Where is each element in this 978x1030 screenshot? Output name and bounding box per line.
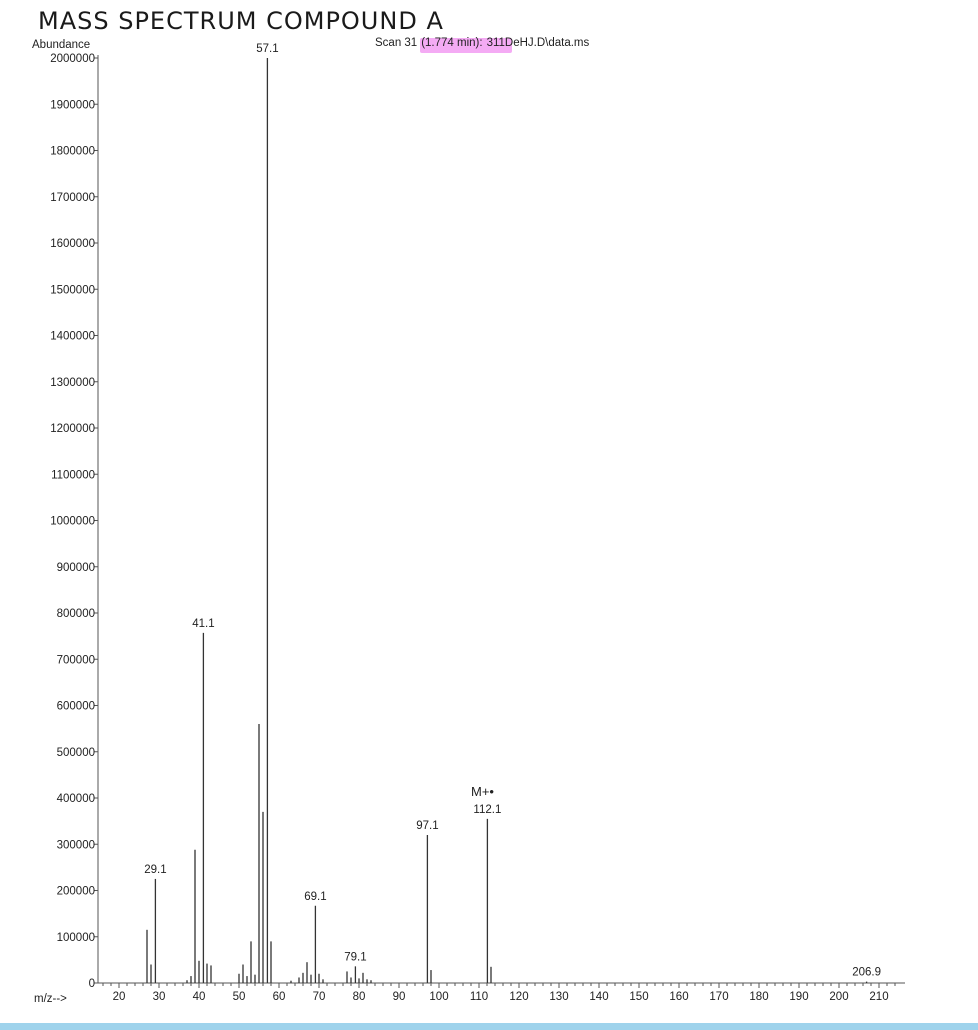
peak-series: [147, 58, 867, 983]
x-tick-label: 160: [669, 991, 689, 1003]
scan-edge-band: [0, 1023, 978, 1030]
y-tick-label: 800000: [56, 608, 95, 620]
peak-label: 112.1: [473, 803, 502, 816]
peak-label: 41.1: [192, 617, 215, 630]
y-axis-title: Abundance: [32, 39, 91, 51]
y-tick-label: 1200000: [50, 423, 95, 435]
x-tick-label: 110: [469, 991, 489, 1003]
y-tick-label: 1300000: [50, 376, 95, 389]
scan-prefix: Scan 31: [375, 37, 418, 49]
x-tick-label: 80: [352, 991, 366, 1003]
y-tick-label: 1800000: [50, 145, 95, 158]
peak-labels: [144, 43, 881, 979]
x-tick-label: 100: [429, 991, 449, 1003]
y-tick-label: 1000000: [50, 515, 95, 528]
y-tick-label: 1100000: [51, 469, 95, 482]
peak-label: 97.1: [416, 820, 439, 832]
y-tick-label: 900000: [56, 561, 95, 574]
y-tick-label: 100000: [56, 931, 95, 944]
molecular-ion-note: M+•: [471, 784, 494, 799]
peak-label: 29.1: [144, 863, 167, 876]
scan-file: 311DeHJ.D\data.ms: [486, 37, 590, 49]
y-tick-label: 1400000: [50, 330, 95, 343]
scan-info: [375, 37, 590, 49]
y-tick-label: 1700000: [50, 191, 95, 204]
x-tick-label: 210: [869, 991, 889, 1003]
peak-label: 79.1: [344, 951, 367, 964]
y-tick-label: 200000: [56, 885, 95, 898]
handwritten-title: MASS SPECTRUM COMPOUND A: [38, 7, 444, 35]
x-tick-label: 120: [509, 991, 529, 1003]
peak-label: 206.9: [852, 966, 881, 979]
scan-time: (1.774 min):: [421, 37, 483, 49]
x-tick-label: 30: [152, 991, 166, 1003]
x-tick-label: 70: [312, 991, 326, 1003]
y-tick-label: 0: [88, 978, 95, 990]
x-tick-label: 140: [589, 991, 609, 1003]
x-tick-label: 50: [232, 991, 246, 1003]
y-tick-label: 2000000: [50, 53, 95, 65]
x-tick-label: 20: [112, 991, 126, 1003]
peak-label: 57.1: [256, 43, 279, 55]
x-tick-label: 200: [829, 991, 849, 1003]
x-axis-ticks: [113, 983, 889, 1003]
x-tick-label: 170: [709, 991, 729, 1003]
y-tick-label: 300000: [56, 839, 95, 852]
x-tick-label: 40: [192, 991, 206, 1003]
y-tick-label: 1500000: [50, 284, 95, 297]
y-tick-label: 700000: [56, 654, 95, 667]
x-axis-title: m/z-->: [34, 993, 67, 1005]
x-tick-label: 90: [392, 991, 406, 1003]
x-tick-label: 180: [749, 991, 769, 1003]
x-tick-label: 190: [789, 991, 809, 1003]
y-tick-label: 1600000: [50, 238, 95, 250]
peak-label: 69.1: [304, 890, 327, 903]
x-tick-label: 150: [629, 991, 649, 1003]
x-tick-label: 130: [549, 991, 569, 1003]
y-tick-label: 400000: [56, 793, 95, 805]
x-tick-label: 60: [272, 991, 286, 1003]
y-tick-label: 1900000: [50, 99, 95, 112]
y-tick-label: 600000: [56, 700, 95, 713]
y-axis-ticks: [50, 53, 98, 990]
y-tick-label: 500000: [56, 746, 95, 759]
